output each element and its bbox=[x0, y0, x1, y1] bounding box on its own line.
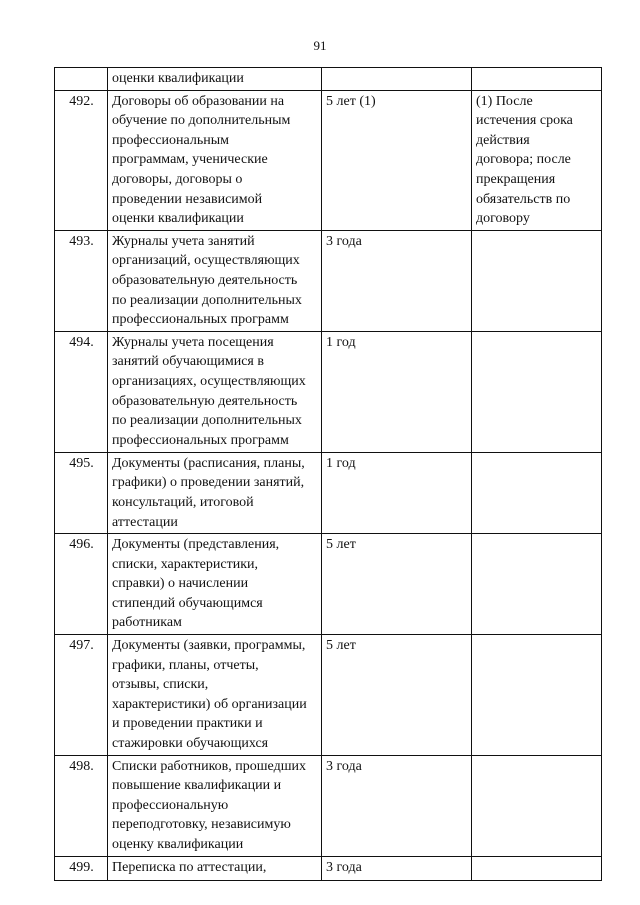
note-cell bbox=[472, 755, 602, 856]
row-number-cell: 498. bbox=[55, 755, 108, 856]
table-row bbox=[55, 452, 602, 533]
document-type-cell: Переписка по аттестации, bbox=[108, 856, 322, 880]
document-type-cell: Документы (расписания, планы, графики) о проведении занятий, консультаций, итоговой аттестации bbox=[108, 452, 322, 533]
table-row bbox=[55, 90, 602, 230]
document-type-cell: Журналы учета занятий организаций, осуществляющих образовательную деятельность по реализации дополнительных профессиональных программ bbox=[108, 230, 322, 331]
retention-term-cell: 5 лет (1) bbox=[322, 90, 472, 230]
document-type-cell: оценки квалификации bbox=[108, 68, 322, 91]
records-retention-table bbox=[54, 67, 602, 881]
note-cell bbox=[472, 534, 602, 635]
row-number-cell: 499. bbox=[55, 856, 108, 880]
row-number-cell: 492. bbox=[55, 90, 108, 230]
table-row bbox=[55, 68, 602, 91]
note-cell bbox=[472, 331, 602, 452]
table-row bbox=[55, 856, 602, 880]
row-number-cell: 493. bbox=[55, 230, 108, 331]
note-cell bbox=[472, 856, 602, 880]
table-row bbox=[55, 230, 602, 331]
retention-term-cell: 1 год bbox=[322, 331, 472, 452]
retention-term-cell: 5 лет bbox=[322, 534, 472, 635]
row-number-cell: 496. bbox=[55, 534, 108, 635]
table-row bbox=[55, 755, 602, 856]
retention-term-cell: 3 года bbox=[322, 856, 472, 880]
document-type-cell: Документы (представления, списки, характеристики, справки) о начислении стипендий обучающимся работникам bbox=[108, 534, 322, 635]
document-type-cell: Договоры об образовании на обучение по дополнительным профессиональным программам, ученические договоры, договоры о проведении независимой оценки квалификации bbox=[108, 90, 322, 230]
note-cell bbox=[472, 635, 602, 756]
note-cell bbox=[472, 452, 602, 533]
row-number-cell bbox=[55, 68, 108, 91]
note-cell: (1) После истечения срока действия договора; после прекращения обязательств по договору bbox=[472, 90, 602, 230]
document-type-cell: Журналы учета посещения занятий обучающимися в организациях, осуществляющих образовательную деятельность по реализации дополнительных профессиональных программ bbox=[108, 331, 322, 452]
note-cell bbox=[472, 68, 602, 91]
retention-term-cell: 5 лет bbox=[322, 635, 472, 756]
retention-term-cell bbox=[322, 68, 472, 91]
page-number: 91 bbox=[313, 38, 327, 53]
retention-term-cell: 3 года bbox=[322, 755, 472, 856]
document-type-cell: Списки работников, прошедших повышение квалификации и профессиональную переподготовку, независимую оценку квалификации bbox=[108, 755, 322, 856]
retention-term-cell: 3 года bbox=[322, 230, 472, 331]
row-number-cell: 495. bbox=[55, 452, 108, 533]
row-number-cell: 494. bbox=[55, 331, 108, 452]
document-type-cell: Документы (заявки, программы, графики, планы, отчеты, отзывы, списки, характеристики) об организации и проведении практики и стажировки обучающихся bbox=[108, 635, 322, 756]
note-cell bbox=[472, 230, 602, 331]
table-row bbox=[55, 635, 602, 756]
table-row bbox=[55, 331, 602, 452]
table-row bbox=[55, 534, 602, 635]
retention-term-cell: 1 год bbox=[322, 452, 472, 533]
row-number-cell: 497. bbox=[55, 635, 108, 756]
